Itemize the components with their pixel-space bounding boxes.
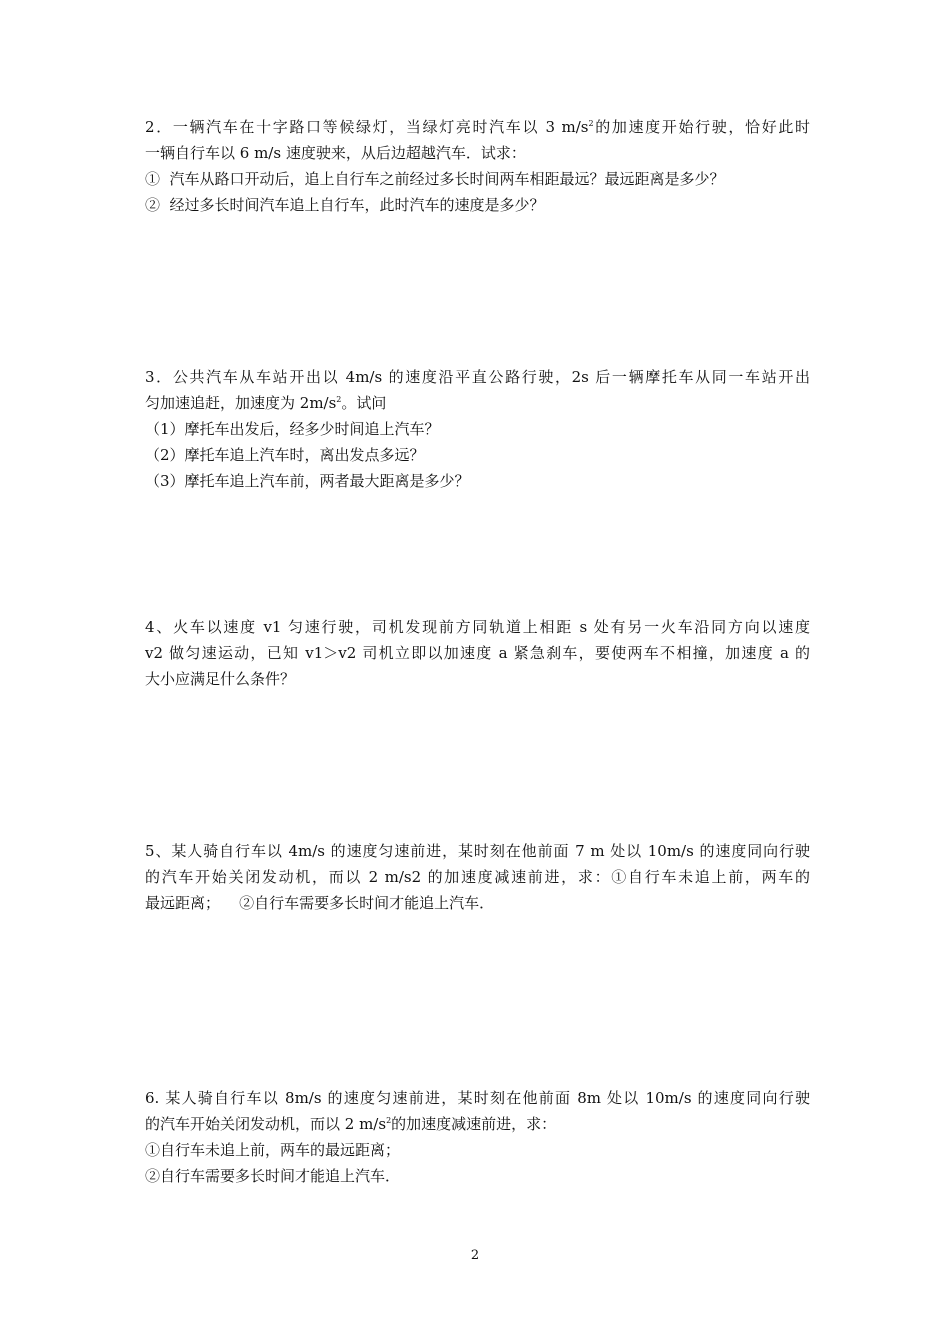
problem-line: 最远距离； ②自行车需要多长时间才能追上汽车．: [145, 894, 495, 912]
page-number: 2: [470, 1248, 480, 1263]
problem-line: （1）摩托车出发后，经多少时间追上汽车？: [145, 420, 440, 438]
problem-line: ① 汽车从路口开动后，追上自行车之前经过多长时间两车相距最远？最远距离是多少？: [145, 170, 725, 188]
problem-line: 匀加速追赶，加速度为 $2m/s^2$。试问: [145, 394, 387, 412]
problem-line: 6. 某人骑自行车以 8m/s 的速度匀速前进，某时刻在他前面 8m 处以 10m/s 的速度同向行驶: [145, 1089, 810, 1107]
problem-line: 大小应满足什么条件？: [145, 670, 296, 688]
problem-4: [145, 614, 810, 692]
problem-line: 2．一辆汽车在十字路口等候绿灯，当绿灯亮时汽车以 3 $m/s^2$的加速度开始行驶，恰好此时: [145, 118, 810, 136]
problem-line: ②自行车需要多长时间才能追上汽车．: [145, 1167, 401, 1185]
problem-line: 的汽车开始关闭发动机，而以 2 m/s2 的加速度减速前进，求：①自行车未追上前，两车的: [145, 868, 810, 886]
problem-line: 3．公共汽车从车站开出以 4m/s 的速度沿平直公路行驶，2s 后一辆摩托车从同一车站开出: [145, 368, 810, 386]
problem-line: ② 经过多长时间汽车追上自行车，此时汽车的速度是多少？: [145, 196, 545, 214]
problem-line: 5、某人骑自行车以 4m/s 的速度匀速前进，某时刻在他前面 7 m 处以 10m/s 的速度同向行驶: [145, 842, 810, 860]
problem-6: [145, 1085, 810, 1189]
problem-line: v2 做匀速运动，已知 v1＞v2 司机立即以加速度 a 紧急刹车，要使两车不相撞，加速度 a 的: [145, 644, 810, 662]
problem-line: （2）摩托车追上汽车时，离出发点多远？: [145, 446, 425, 464]
problem-line: 的汽车开始关闭发动机，而以 2 $m/s^2$的加速度减速前进，求：: [145, 1115, 557, 1133]
problem-2: [145, 114, 810, 218]
problem-5: [145, 838, 810, 916]
problem-3: [145, 364, 810, 494]
problem-line: （3）摩托车追上汽车前，两者最大距离是多少？: [145, 472, 470, 490]
problem-line: 4、火车以速度 v1 匀速行驶，司机发现前方同轨道上相距 s 处有另一火车沿同方向以速度: [145, 618, 810, 636]
problem-line: 一辆自行车以 6 m/s 速度驶来，从后边超越汽车．试求：: [145, 144, 526, 162]
problem-line: ①自行车未追上前，两车的最远距离；: [145, 1141, 401, 1159]
